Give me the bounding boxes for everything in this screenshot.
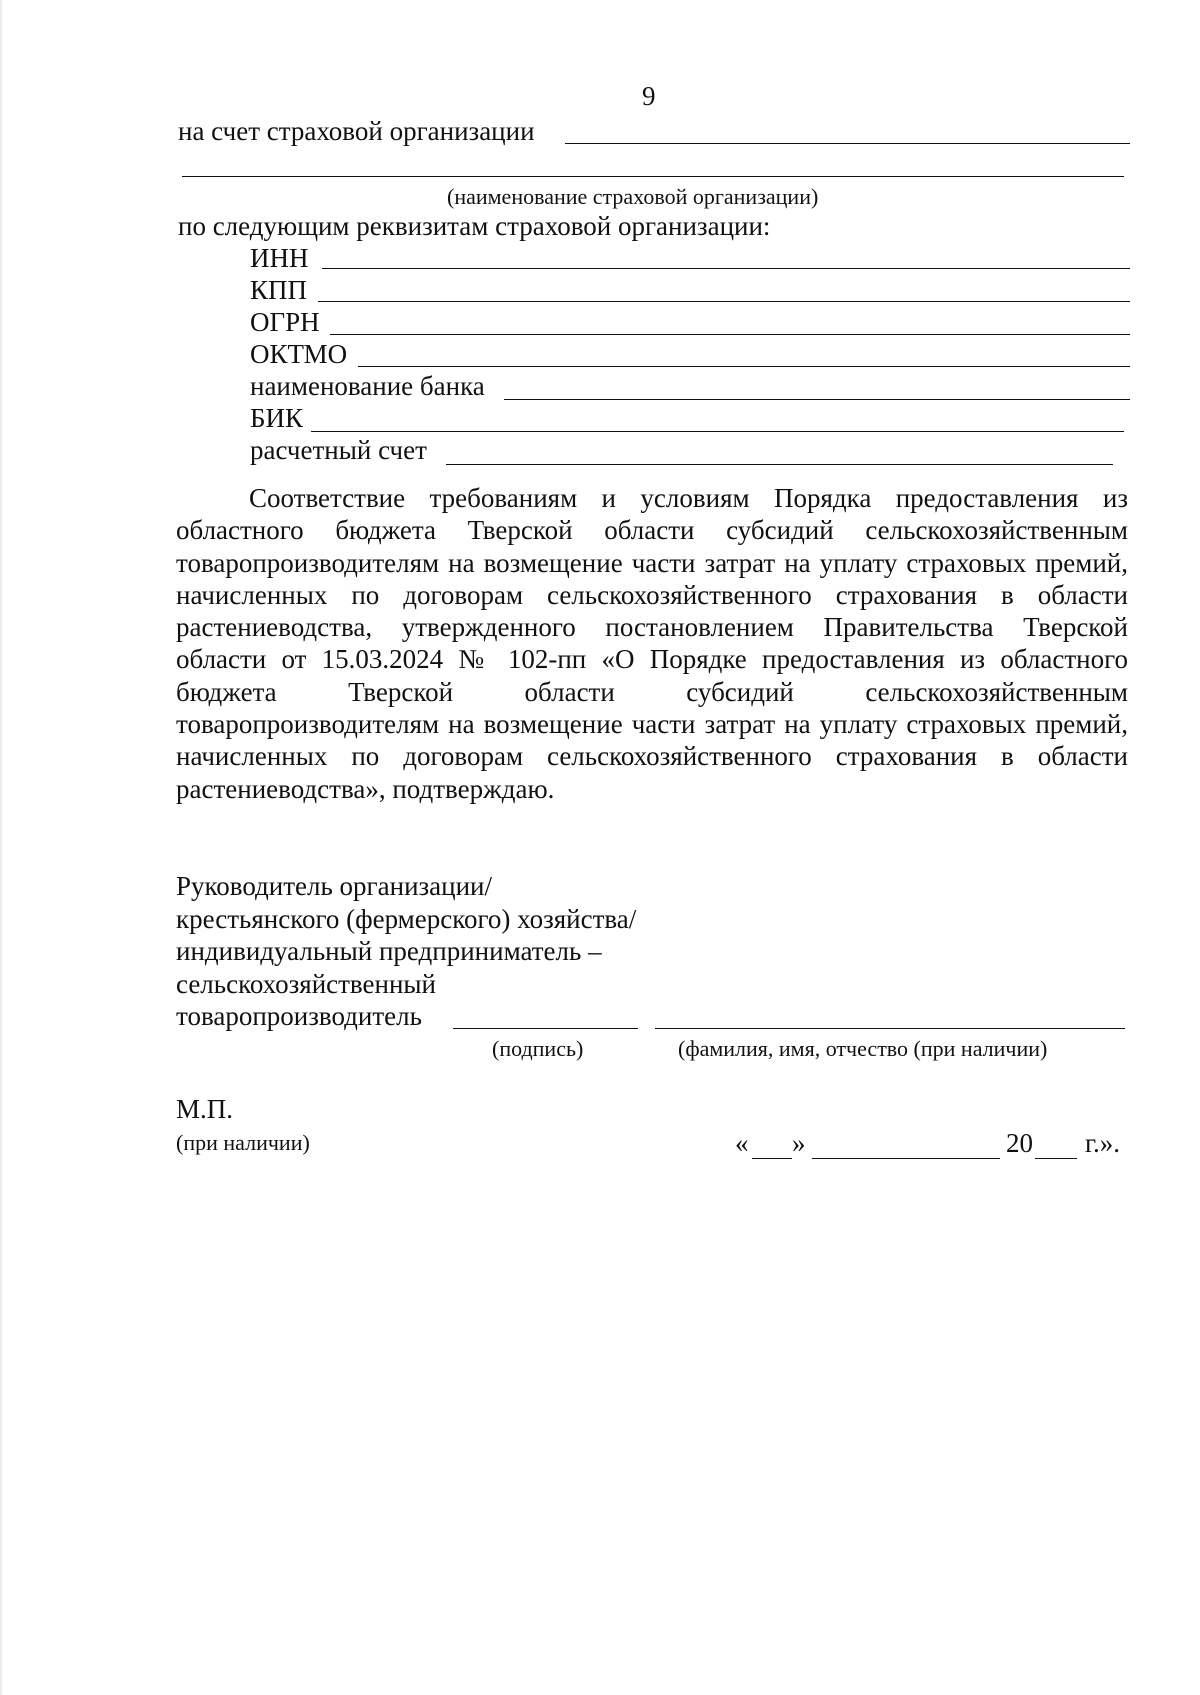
inn-label: ИНН: [250, 243, 309, 273]
bank-name-blank[interactable]: [504, 399, 1130, 400]
full-name-blank[interactable]: [655, 1028, 1125, 1029]
bank-name-label: наименование банка: [250, 371, 485, 401]
requisites-intro: по следующим реквизитам страховой организации:: [178, 211, 771, 241]
date-year-prefix: 20: [1006, 1128, 1033, 1158]
account-number-blank[interactable]: [446, 464, 1113, 465]
insurer-name-blank-2[interactable]: [182, 176, 1124, 177]
signatory-line-2: крестьянского (фермерского) хозяйства/: [176, 904, 637, 934]
insurer-name-caption: (наименование страховой организации): [447, 184, 819, 209]
confirmation-paragraph: Соответствие требованиям и условиям Порядка предоставления из областного бюджета Тверской области субсидий сельскохозяйственным товаропроизводителям на возмещение части затрат на уплату страховых премий, начисленных по договорам сельскохозяйственного страхования в области растениеводства, утвержденного постановлением Правительства Тверской области от 15.03.2024 № 102-пп «О Порядке предоставления из областного бюджета Тверской области субсидий сельскохозяйственным товаропроизводителям на возмещение части затрат на уплату страховых премий, начисленных по договорам сельскохозяйственного страхования в области растениеводства», подтверждаю.: [176, 483, 1128, 804]
page-number: 9: [642, 81, 656, 111]
signature-blank[interactable]: [453, 1028, 638, 1029]
kpp-label: КПП: [250, 275, 308, 305]
inn-blank[interactable]: [322, 268, 1130, 269]
date-month-blank[interactable]: [812, 1158, 1000, 1159]
date-suffix: г.».: [1085, 1128, 1121, 1158]
kpp-blank[interactable]: [318, 301, 1130, 302]
date-open-quote: «: [735, 1128, 749, 1158]
account-number-label: расчетный счет: [250, 435, 427, 465]
signature-caption: (подпись): [492, 1036, 584, 1061]
date-year-blank[interactable]: [1035, 1158, 1077, 1159]
stamp-note: (при наличии): [176, 1130, 310, 1155]
signatory-line-1: Руководитель организации/: [176, 871, 493, 901]
signatory-line-3: индивидуальный предприниматель –: [176, 936, 602, 966]
oktmo-blank[interactable]: [358, 366, 1130, 367]
ogrn-blank[interactable]: [330, 334, 1130, 335]
oktmo-label: ОКТМО: [250, 339, 348, 369]
date-day-blank[interactable]: [752, 1158, 792, 1159]
signatory-line-4: сельскохозяйственный: [176, 969, 436, 999]
date-close-quote: »: [792, 1128, 806, 1158]
scan-edge: [0, 0, 3, 1695]
bik-label: БИК: [250, 403, 304, 433]
insurer-name-blank-1[interactable]: [565, 143, 1130, 144]
account-label: на счет страховой организации: [178, 116, 535, 146]
ogrn-label: ОГРН: [250, 307, 320, 337]
signatory-line-5: товаропроизводитель: [176, 1001, 422, 1031]
bik-blank[interactable]: [311, 431, 1124, 432]
stamp-label: М.П.: [176, 1094, 234, 1124]
full-name-caption: (фамилия, имя, отчество (при наличии): [678, 1036, 1048, 1061]
